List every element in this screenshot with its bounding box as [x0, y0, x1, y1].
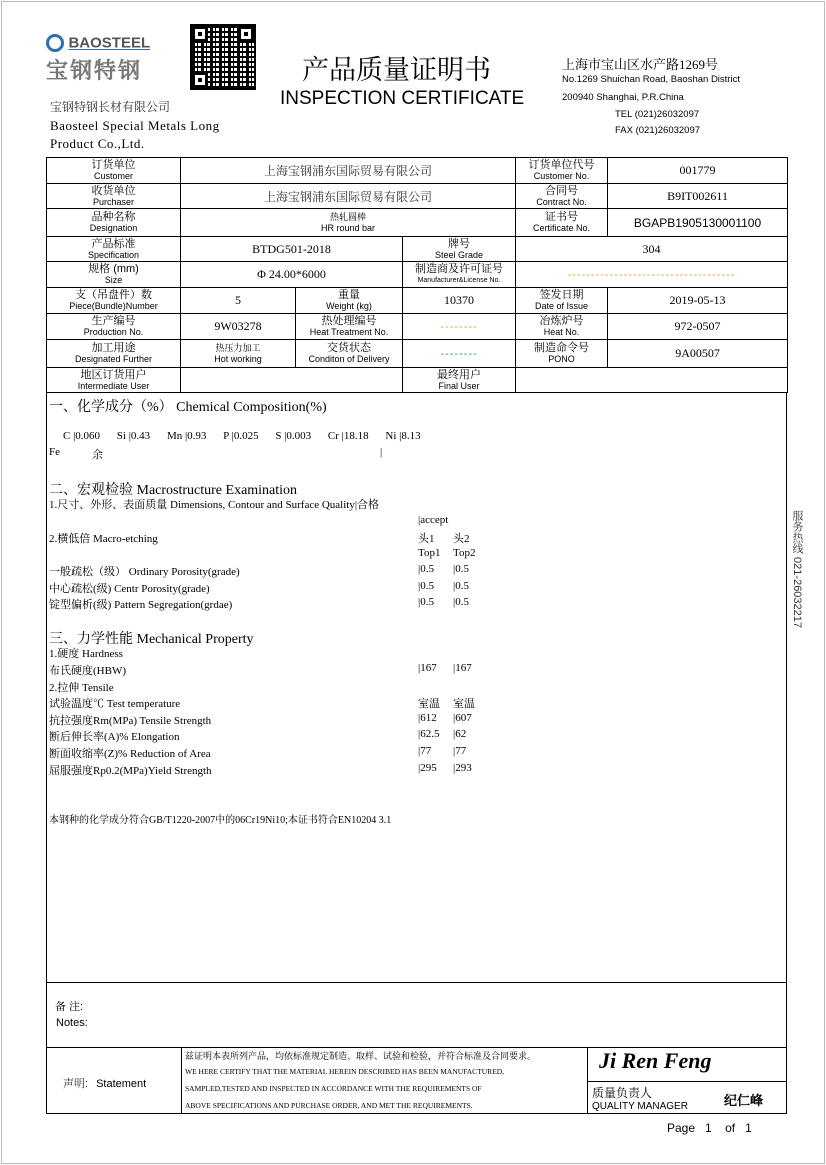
address-en-1: No.1269 Shuichan Road, Baoshan District [562, 74, 740, 85]
table-row [47, 158, 788, 184]
table-row [47, 237, 788, 262]
macro-title: 二、宏观检验 Macrostructure Examination [49, 483, 298, 498]
element-mn: Mn |0.93 [166, 430, 207, 442]
production-no-value: 9W03278 [181, 314, 296, 340]
table-row [47, 262, 788, 288]
conformity-statement: 本钢种的化学成分符合GB/T1220-2007中的06Cr19Ni10;本证书符合EN10204 3.1 [49, 815, 392, 826]
element-c: C |0.060 [63, 430, 101, 442]
pieces-value: 5 [181, 288, 296, 314]
date-of-issue-value: 2019-05-13 [608, 288, 788, 314]
macro-row-label: 锭型偏析(级) Pattern Segregation(grdae) [49, 599, 233, 611]
macro-row-v2: |0.5 [453, 580, 469, 592]
hbw-label: 布氏硬度(HBW) [49, 665, 126, 677]
size-value: Φ 24.00*6000 [181, 262, 403, 288]
tensile-row-v1: 室温 [418, 698, 440, 710]
divider [181, 1047, 182, 1113]
manager-name: 纪仁峰 [724, 1093, 764, 1108]
hbw-v1: |167 [418, 662, 437, 674]
baosteel-logo [46, 34, 150, 85]
customer-no-value: 001779 [608, 158, 788, 184]
element-si: Si |0.43 [116, 430, 151, 442]
table-row [47, 368, 788, 393]
element-s: S |0.003 [275, 430, 312, 442]
tensile-row-v1: |295 [418, 762, 437, 774]
service-hotline: 服务热线 021-26032217 [791, 510, 803, 629]
tel: TEL (021)26032097 [615, 109, 700, 120]
date-of-issue-label: 签发日期 Date of Issue [516, 288, 608, 314]
address-cn: 上海市宝山区水产路1269号 [562, 57, 719, 72]
weight-label: 重量 Weight (kg) [296, 288, 403, 314]
certificate-body [46, 392, 787, 1114]
size-label: 规格 (mm) Size [47, 262, 181, 288]
designation-value: 热轧圆棒 HR round bar [181, 209, 516, 237]
contract-no-value: B9IT002611 [608, 184, 788, 209]
intermediate-user-label: 地区订货用户 Intermediate User [47, 368, 181, 393]
table-row [47, 314, 788, 340]
specification-value: BTDG501-2018 [181, 237, 403, 262]
macro-head2: 头2 [453, 533, 470, 545]
designated-further-label: 加工用途 Designated Further [47, 340, 181, 368]
macro-row-v1: |0.5 [418, 596, 434, 608]
notes-label-cn: 备 注: [55, 1001, 84, 1013]
macro-dimensions-result: |accept [418, 514, 449, 526]
table-row [47, 209, 788, 237]
divider [47, 982, 786, 983]
macro-row-label: 一般疏松（级） Ordinary Porosity(grade) [49, 566, 240, 578]
logo-text-en: BAOSTEEL [68, 34, 151, 52]
table-row [47, 340, 788, 368]
element-ni: Ni |8.13 [385, 430, 421, 442]
tensile-row-v2: |293 [453, 762, 472, 774]
pono-value: 9A00507 [608, 340, 788, 368]
tensile-row-label: 屈服强度Rp0.2(MPa)Yield Strength [49, 765, 212, 777]
intermediate-user-value [181, 368, 403, 393]
condition-of-delivery-value: -------- [403, 340, 516, 368]
element-fe-label: Fe [49, 446, 60, 458]
heat-treatment-no-value: -------- [403, 314, 516, 340]
tensile-row-label: 试验温度℃ Test temperature [49, 698, 181, 710]
manufacturer-value: ------------------------------------ [516, 262, 788, 288]
contract-no-label: 合同号 Contract No. [516, 184, 608, 209]
macro-top1: Top1 [418, 547, 441, 559]
address-en-2: 200940 Shanghai, P.R.China [562, 92, 684, 103]
purchaser-label: 收货单位 Purchaser [47, 184, 181, 209]
steel-grade-value: 304 [516, 237, 788, 262]
pono-label: 制造命令号 PONO [516, 340, 608, 368]
designated-further-value: 热压力加工 Hot working [181, 340, 296, 368]
manufacturer-label: 制造商及许可证号 Manufacturer&License No. [403, 262, 516, 288]
statement-label: 声明: Statement [63, 1078, 147, 1090]
hbw-v2: |167 [453, 662, 472, 674]
title-en: INSPECTION CERTIFICATE [280, 88, 525, 109]
macro-head1: 头1 [418, 533, 435, 545]
chemical-title: 一、化学成分（%） Chemical Composition(%) [49, 400, 327, 415]
company-name-en-2: Product Co.,Ltd. [50, 136, 145, 151]
info-table [46, 157, 788, 393]
manager-label-cn: 质量负责人 [592, 1086, 653, 1100]
condition-of-delivery-label: 交货状态 Conditon of Delivery [296, 340, 403, 368]
divider [588, 1081, 787, 1082]
pieces-label: 支（吊盘件）数 Piece(Bundle)Number [47, 288, 181, 314]
title-cn: 产品质量证明书 [302, 55, 491, 85]
mechanical-hardness: 1.硬度 Hardness [49, 648, 123, 660]
final-user-label: 最终用户 Final User [403, 368, 516, 393]
tensile-row-label: 断后伸长率(A)% Elongation [49, 731, 180, 743]
table-row [47, 184, 788, 209]
company-name-cn: 宝钢特钢长材有限公司 [50, 100, 171, 114]
element-p: P |0.025 [223, 430, 259, 442]
macro-dimensions: 1.尺寸、外形、表面质量 Dimensions, Contour and Surface Quality|合格 [49, 499, 380, 511]
tensile-row-v1: |62.5 [418, 728, 440, 740]
production-no-label: 生产编号 Production No. [47, 314, 181, 340]
notes-label-en: Notes: [56, 1017, 88, 1029]
mechanical-title: 三、力学性能 Mechanical Property [49, 632, 254, 647]
macro-top2: Top2 [453, 547, 476, 559]
statement-text-en-2: SAMPLED,TESTED AND INSPECTED IN ACCORDANCE WITH THE REQUIREMENTS OF [185, 1084, 482, 1093]
statement-text-en-3: ABOVE SPECIFICATIONS AND PURCHASE ORDER, AND MET THE REQUIREMENTS. [185, 1101, 473, 1110]
page-indicator: Page 1 of 1 [667, 1121, 752, 1135]
element-fe-bar: | [380, 446, 383, 458]
fax: FAX (021)26032097 [615, 125, 701, 136]
element-cr: Cr |18.18 [327, 430, 369, 442]
designation-label: 品种名称 Designation [47, 209, 181, 237]
customer-no-label: 订货单位代号 Customer No. [516, 158, 608, 184]
macro-row-v1: |0.5 [418, 580, 434, 592]
statement-text-cn: 兹证明本表所列产品，均依标准规定制造、取样、试验和检验，并符合标准及合同要求。 [185, 1051, 537, 1061]
manager-label-en: QUALITY MANAGER [592, 1101, 688, 1112]
divider [587, 1047, 588, 1113]
tensile-row-v2: |62 [453, 728, 467, 740]
tensile-row-label: 抗拉强度Rm(MPa) Tensile Strength [49, 715, 212, 727]
weight-value: 10370 [403, 288, 516, 314]
logo-text-cn: 宝钢特钢 [46, 58, 143, 84]
heat-no-value: 972-0507 [608, 314, 788, 340]
certificate-no-value: BGAPB1905130001100 [608, 209, 788, 237]
company-name-en-1: Baosteel Special Metals Long [50, 118, 220, 133]
specification-label: 产品标准 Specification [47, 237, 181, 262]
macro-row-v2: |0.5 [453, 563, 469, 575]
macro-etching: 2.横低倍 Macro-etching [49, 533, 158, 545]
statement-text-en-1: WE HERE CERTIFY THAT THE MATERIAL HEREIN DESCRIBED HAS BEEN MANUFACTURED, [185, 1067, 505, 1076]
macro-row-v2: |0.5 [453, 596, 469, 608]
heat-no-label: 冶炼炉号 Heat No. [516, 314, 608, 340]
tensile-row-v2: |607 [453, 712, 472, 724]
macro-row-v1: |0.5 [418, 563, 434, 575]
heat-treatment-no-label: 热处理编号 Heat Treatment No. [296, 314, 403, 340]
tensile-row-v1: |77 [418, 745, 432, 757]
signature: Ji Ren Feng [599, 1048, 712, 1073]
baosteel-logo-icon [46, 34, 64, 52]
macro-row-label: 中心疏松(级) Centr Porosity(grade) [49, 583, 210, 595]
final-user-value [516, 368, 788, 393]
certificate-no-label: 证书号 Certificate No. [516, 209, 608, 237]
purchaser-value: 上海宝钢浦东国际贸易有限公司 [181, 184, 516, 209]
tensile-row-v2: 室温 [453, 698, 475, 710]
customer-value: 上海宝钢浦东国际贸易有限公司 [181, 158, 516, 184]
tensile-row-v1: |612 [418, 712, 437, 724]
customer-label: 订货单位 Customer [47, 158, 181, 184]
chemical-elements [63, 430, 421, 442]
mechanical-tensile: 2.拉伸 Tensile [49, 682, 114, 694]
tensile-row-label: 断面收缩率(Z)% Reduction of Area [49, 748, 211, 760]
tensile-row-v2: |77 [453, 745, 467, 757]
element-fe-value: 余 [92, 449, 103, 461]
steel-grade-label: 牌号 Steel Grade [403, 237, 516, 262]
qr-code [190, 24, 256, 90]
table-row [47, 288, 788, 314]
